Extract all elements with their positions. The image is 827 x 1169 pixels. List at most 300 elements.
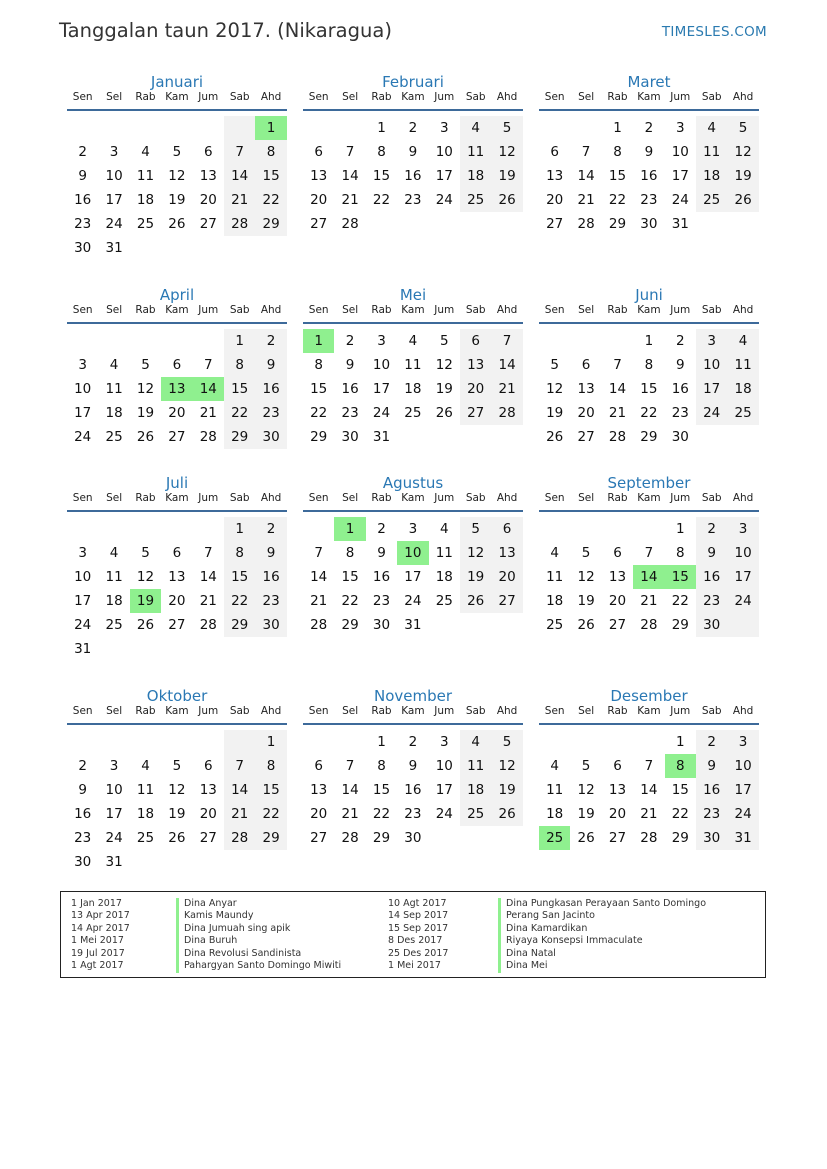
month-divider: [303, 109, 523, 111]
day-cell: 10: [734, 758, 752, 774]
day-cell: 11: [546, 569, 564, 585]
day-cell: 29: [231, 429, 249, 445]
holiday-name: Dina Natal: [498, 948, 556, 961]
holiday-date: 13 Apr 2017: [71, 910, 130, 922]
day-cell: 20: [498, 569, 516, 585]
weekday-label: Sen: [72, 91, 93, 103]
weekday-label: Jum: [198, 705, 219, 717]
day-cell: 2: [377, 521, 386, 537]
weekday-label: Sel: [578, 705, 595, 717]
day-cell: 1: [644, 333, 654, 349]
weekday-label: Jum: [434, 304, 455, 316]
day-cell: 5: [550, 357, 559, 373]
day-cell: 11: [546, 782, 564, 798]
day-cell: 31: [105, 240, 123, 256]
month-divider: [539, 109, 759, 111]
day-cell: 13: [608, 569, 627, 585]
day-cell: 3: [738, 734, 748, 750]
day-cell: 24: [372, 405, 391, 421]
day-cell: 13: [168, 569, 186, 585]
day-cell: 30: [671, 429, 689, 445]
day-cell: 23: [640, 192, 658, 208]
weekday-label: Sel: [578, 492, 595, 504]
day-cell: 4: [738, 333, 748, 349]
day-cell: 1: [377, 734, 386, 750]
day-cell: 25: [467, 806, 485, 822]
weekday-label: Jum: [434, 492, 455, 504]
day-cell: 17: [703, 381, 721, 397]
weekday-label: Ahd: [496, 91, 518, 103]
day-cell: 2: [644, 120, 654, 136]
day-cell: 2: [266, 521, 276, 537]
day-cell: 13: [310, 782, 328, 798]
day-cell: 6: [314, 144, 323, 160]
weekday-label: Sen: [72, 492, 93, 504]
month-name: Maret: [627, 73, 671, 91]
day-cell: 28: [310, 617, 328, 633]
day-cell: 10: [74, 381, 92, 397]
day-cell: 4: [141, 144, 150, 160]
day-cell: 26: [435, 405, 453, 421]
month-divider: [67, 510, 287, 512]
day-cell: 8: [345, 545, 355, 561]
day-cell: 15: [262, 168, 280, 184]
day-cell: 11: [136, 782, 155, 798]
weekday-label: Kam: [165, 91, 189, 103]
day-cell: 21: [640, 806, 658, 822]
day-cell: 4: [439, 521, 449, 537]
day-cell: 17: [734, 782, 752, 798]
day-cell: 20: [546, 192, 564, 208]
day-cell: 4: [471, 120, 480, 136]
day-cell: 16: [262, 381, 280, 397]
day-cell: 14: [577, 168, 595, 184]
day-cell: 13: [498, 545, 516, 561]
day-cell: 12: [168, 782, 186, 798]
day-cell: 17: [105, 192, 123, 208]
weekday-label: Sel: [106, 304, 123, 316]
day-cell: 2: [266, 333, 276, 349]
holiday-day: 1: [303, 329, 334, 353]
day-cell: 31: [671, 216, 689, 232]
day-cell: 23: [404, 806, 422, 822]
day-cell: 18: [136, 192, 155, 208]
day-cell: 14: [640, 782, 658, 798]
weekday-label: Sab: [701, 91, 722, 103]
day-cell: 9: [266, 545, 276, 561]
month-name: Oktober: [146, 687, 208, 705]
day-cell: 30: [262, 429, 280, 445]
day-cell: 14: [608, 381, 627, 397]
weekday-label: Rab: [135, 492, 156, 504]
month-name: Februari: [382, 73, 444, 91]
day-cell: 28: [640, 617, 658, 633]
day-cell: 16: [640, 168, 658, 184]
day-cell: 8: [235, 545, 244, 561]
day-cell: 3: [78, 357, 87, 373]
day-cell: 13: [310, 168, 328, 184]
day-cell: 30: [74, 854, 92, 870]
day-cell: 26: [168, 830, 186, 846]
day-cell: 6: [314, 758, 323, 774]
day-cell: 12: [577, 569, 595, 585]
day-cell: 5: [172, 758, 182, 774]
day-cell: 18: [105, 405, 123, 421]
day-cell: 12: [734, 144, 752, 160]
day-cell: 11: [105, 381, 123, 397]
day-cell: 26: [546, 429, 564, 445]
day-cell: 20: [467, 381, 485, 397]
day-cell: 23: [74, 830, 92, 846]
weekday-label: Rab: [371, 304, 392, 316]
day-cell: 5: [581, 545, 591, 561]
day-cell: 30: [703, 617, 721, 633]
day-cell: 6: [471, 333, 480, 349]
day-cell: 29: [341, 617, 359, 633]
weekday-label: Sen: [308, 492, 329, 504]
weekday-label: Sen: [544, 492, 565, 504]
day-cell: 29: [640, 429, 658, 445]
day-cell: 24: [703, 405, 721, 421]
day-cell: 10: [671, 144, 689, 160]
day-cell: 1: [613, 120, 622, 136]
day-cell: 28: [199, 617, 217, 633]
day-cell: 24: [74, 617, 92, 633]
day-cell: 16: [74, 806, 92, 822]
holiday-name: Dina Revolusi Sandinista: [176, 948, 301, 961]
day-cell: 16: [372, 569, 391, 585]
day-cell: 27: [168, 617, 186, 633]
day-cell: 23: [372, 593, 391, 609]
day-cell: 29: [671, 617, 689, 633]
weekday-label: Ahd: [732, 91, 754, 103]
weekday-label: Kam: [637, 91, 661, 103]
day-cell: 25: [546, 617, 564, 633]
weekday-label: Kam: [637, 304, 661, 316]
day-cell: 25: [105, 617, 123, 633]
day-cell: 30: [640, 216, 658, 232]
day-cell: 15: [372, 782, 391, 798]
weekday-label: Sen: [308, 91, 329, 103]
day-cell: 18: [703, 168, 721, 184]
day-cell: 5: [471, 521, 480, 537]
day-cell: 12: [136, 381, 155, 397]
day-cell: 20: [577, 405, 595, 421]
weekday-label: Rab: [371, 91, 392, 103]
day-cell: 3: [439, 120, 449, 136]
weekday-label: Sel: [342, 304, 359, 316]
day-cell: 21: [199, 593, 217, 609]
day-cell: 18: [546, 806, 564, 822]
day-cell: 8: [235, 357, 244, 373]
day-cell: 2: [78, 144, 87, 160]
day-cell: 13: [577, 381, 595, 397]
day-cell: 20: [168, 593, 186, 609]
day-cell: 22: [231, 405, 249, 421]
day-cell: 29: [310, 429, 328, 445]
day-cell: 5: [502, 734, 512, 750]
day-cell: 31: [372, 429, 391, 445]
weekday-label: Jum: [198, 492, 219, 504]
day-cell: 16: [341, 381, 359, 397]
day-cell: 20: [608, 806, 627, 822]
day-cell: 13: [199, 782, 217, 798]
day-cell: 31: [74, 641, 92, 657]
weekday-label: Jum: [198, 304, 219, 316]
holiday-name: Riyaya Konsepsi Immaculate: [498, 935, 643, 948]
holiday-day: 14: [193, 377, 224, 401]
day-cell: 23: [262, 405, 280, 421]
day-cell: 8: [314, 357, 323, 373]
day-cell: 12: [577, 782, 595, 798]
weekday-label: Sab: [229, 705, 250, 717]
day-cell: 30: [74, 240, 92, 256]
day-cell: 23: [341, 405, 359, 421]
weekday-label: Ahd: [260, 492, 282, 504]
weekday-label: Sen: [72, 304, 93, 316]
day-cell: 13: [467, 357, 485, 373]
day-cell: 6: [502, 521, 512, 537]
day-cell: 10: [703, 357, 721, 373]
weekday-label: Sel: [106, 91, 123, 103]
holiday-date: 10 Agt 2017: [388, 898, 447, 909]
holiday-day: 19: [130, 589, 161, 613]
weekday-label: Sab: [229, 304, 250, 316]
day-cell: 21: [341, 192, 359, 208]
day-cell: 8: [613, 144, 622, 160]
day-cell: 5: [738, 120, 748, 136]
day-cell: 24: [404, 593, 422, 609]
day-cell: 16: [262, 569, 280, 585]
day-cell: 11: [105, 569, 123, 585]
day-cell: 9: [266, 357, 276, 373]
day-cell: 21: [341, 806, 359, 822]
weekday-label: Sab: [465, 492, 486, 504]
day-cell: 11: [435, 545, 453, 561]
day-cell: 28: [577, 216, 595, 232]
day-cell: 19: [498, 168, 516, 184]
day-cell: 11: [734, 357, 752, 373]
day-cell: 6: [550, 144, 559, 160]
day-cell: 15: [231, 569, 249, 585]
holiday-name: Perang San Jacinto: [498, 910, 595, 923]
holiday-day: 8: [665, 754, 696, 778]
day-cell: 24: [671, 192, 689, 208]
day-cell: 4: [408, 333, 418, 349]
holiday-name: Dina Pungkasan Perayaan Santo Domingo: [498, 898, 706, 911]
day-cell: 1: [675, 734, 685, 750]
day-cell: 26: [498, 806, 516, 822]
day-cell: 28: [231, 830, 249, 846]
page-title: Tanggalan taun 2017. (Nikaragua): [59, 19, 392, 42]
day-cell: 27: [310, 216, 328, 232]
day-cell: 16: [74, 192, 92, 208]
day-cell: 7: [235, 144, 244, 160]
day-cell: 14: [199, 569, 217, 585]
holiday-date: 15 Sep 2017: [388, 922, 449, 934]
weekday-label: Sen: [544, 705, 565, 717]
month-name: Januari: [150, 73, 204, 91]
day-cell: 12: [435, 357, 453, 373]
day-cell: 19: [168, 192, 186, 208]
weekday-label: Sab: [465, 304, 486, 316]
day-cell: 22: [231, 593, 249, 609]
month-name: April: [159, 286, 195, 304]
holiday-day: 25: [539, 826, 570, 850]
day-cell: 5: [141, 545, 150, 561]
day-cell: 16: [404, 782, 422, 798]
day-cell: 20: [199, 192, 217, 208]
day-cell: 18: [734, 381, 752, 397]
day-cell: 2: [408, 734, 418, 750]
day-cell: 10: [74, 569, 92, 585]
weekday-label: Rab: [135, 304, 156, 316]
weekday-label: Rab: [607, 304, 628, 316]
day-cell: 19: [546, 405, 564, 421]
month-name: September: [607, 474, 691, 492]
holiday-name: Dina Jumuah sing apik: [176, 923, 290, 936]
day-cell: 10: [435, 144, 453, 160]
day-cell: 10: [105, 782, 123, 798]
day-cell: 9: [707, 758, 716, 774]
day-cell: 27: [546, 216, 564, 232]
day-cell: 7: [644, 545, 654, 561]
weekday-label: Jum: [670, 91, 691, 103]
day-cell: 9: [408, 144, 418, 160]
day-cell: 19: [467, 569, 485, 585]
day-cell: 22: [608, 192, 627, 208]
weekday-label: Rab: [371, 705, 392, 717]
day-cell: 29: [262, 830, 280, 846]
holiday-name: Dina Mei: [498, 960, 548, 973]
day-cell: 23: [262, 593, 280, 609]
holiday-date: 19 Jul 2017: [71, 947, 125, 959]
day-cell: 1: [266, 734, 276, 750]
month-name: Agustus: [382, 474, 444, 492]
holiday-name: Dina Kamardikan: [498, 923, 587, 936]
day-cell: 20: [310, 806, 328, 822]
day-cell: 9: [78, 168, 87, 184]
weekday-label: Jum: [670, 492, 691, 504]
day-cell: 9: [345, 357, 355, 373]
day-cell: 25: [404, 405, 422, 421]
weekday-label: Sab: [701, 304, 722, 316]
day-cell: 6: [613, 758, 622, 774]
day-cell: 6: [581, 357, 591, 373]
day-cell: 3: [78, 545, 87, 561]
weekday-label: Ahd: [732, 304, 754, 316]
day-cell: 8: [266, 758, 276, 774]
day-cell: 22: [341, 593, 359, 609]
weekday-label: Rab: [607, 492, 628, 504]
day-cell: 8: [675, 545, 685, 561]
day-cell: 24: [105, 830, 123, 846]
weekday-label: Sab: [229, 91, 250, 103]
day-cell: 31: [105, 854, 123, 870]
month-divider: [539, 723, 759, 725]
weekday-label: Kam: [165, 304, 189, 316]
day-cell: 22: [640, 405, 658, 421]
day-cell: 2: [707, 734, 716, 750]
day-cell: 8: [377, 144, 386, 160]
day-cell: 20: [310, 192, 328, 208]
day-cell: 18: [105, 593, 123, 609]
day-cell: 26: [734, 192, 752, 208]
day-cell: 21: [310, 593, 328, 609]
day-cell: 17: [435, 168, 453, 184]
month-divider: [67, 322, 287, 324]
day-cell: 17: [671, 168, 689, 184]
day-cell: 23: [703, 806, 721, 822]
day-cell: 28: [341, 216, 359, 232]
day-cell: 22: [372, 192, 391, 208]
holiday-day: 10: [397, 541, 428, 565]
day-cell: 21: [498, 381, 516, 397]
day-cell: 30: [404, 830, 422, 846]
day-cell: 7: [203, 545, 213, 561]
day-cell: 24: [734, 593, 752, 609]
weekday-label: Sab: [701, 705, 722, 717]
day-cell: 17: [74, 405, 92, 421]
month-divider: [67, 109, 287, 111]
day-cell: 15: [372, 168, 391, 184]
weekday-label: Ahd: [496, 304, 518, 316]
day-cell: 28: [341, 830, 359, 846]
day-cell: 27: [577, 429, 595, 445]
holiday-day: 13: [161, 377, 192, 401]
month-divider: [539, 322, 759, 324]
day-cell: 22: [671, 806, 689, 822]
day-cell: 6: [172, 357, 182, 373]
weekday-label: Sab: [465, 91, 486, 103]
day-cell: 3: [707, 333, 716, 349]
day-cell: 19: [435, 381, 453, 397]
day-cell: 8: [644, 357, 654, 373]
holiday-day: 1: [334, 517, 365, 541]
day-cell: 4: [109, 545, 119, 561]
day-cell: 4: [550, 545, 559, 561]
weekday-label: Sel: [342, 492, 359, 504]
brand-link[interactable]: TIMESLES.COM: [661, 24, 767, 40]
day-cell: 17: [74, 593, 92, 609]
holiday-date: 1 Mei 2017: [388, 960, 441, 971]
day-cell: 18: [136, 806, 155, 822]
day-cell: 26: [467, 593, 485, 609]
weekday-label: Sen: [308, 705, 329, 717]
holiday-date: 1 Jan 2017: [71, 898, 122, 909]
day-cell: 28: [231, 216, 249, 232]
day-cell: 14: [498, 357, 516, 373]
weekday-label: Sel: [578, 304, 595, 316]
month-divider: [303, 510, 523, 512]
day-cell: 21: [640, 593, 658, 609]
month-name: Juli: [165, 474, 189, 492]
day-cell: 24: [435, 806, 453, 822]
day-cell: 20: [199, 806, 217, 822]
day-cell: 12: [498, 758, 516, 774]
weekday-label: Ahd: [260, 91, 282, 103]
day-cell: 10: [435, 758, 453, 774]
month-name: Mei: [399, 286, 427, 304]
day-cell: 5: [502, 120, 512, 136]
day-cell: 25: [136, 830, 155, 846]
holiday-name: Dina Anyar: [176, 898, 237, 911]
weekday-label: Sab: [701, 492, 722, 504]
day-cell: 21: [231, 806, 249, 822]
month-divider: [303, 723, 523, 725]
day-cell: 14: [341, 782, 359, 798]
day-cell: 29: [231, 617, 249, 633]
